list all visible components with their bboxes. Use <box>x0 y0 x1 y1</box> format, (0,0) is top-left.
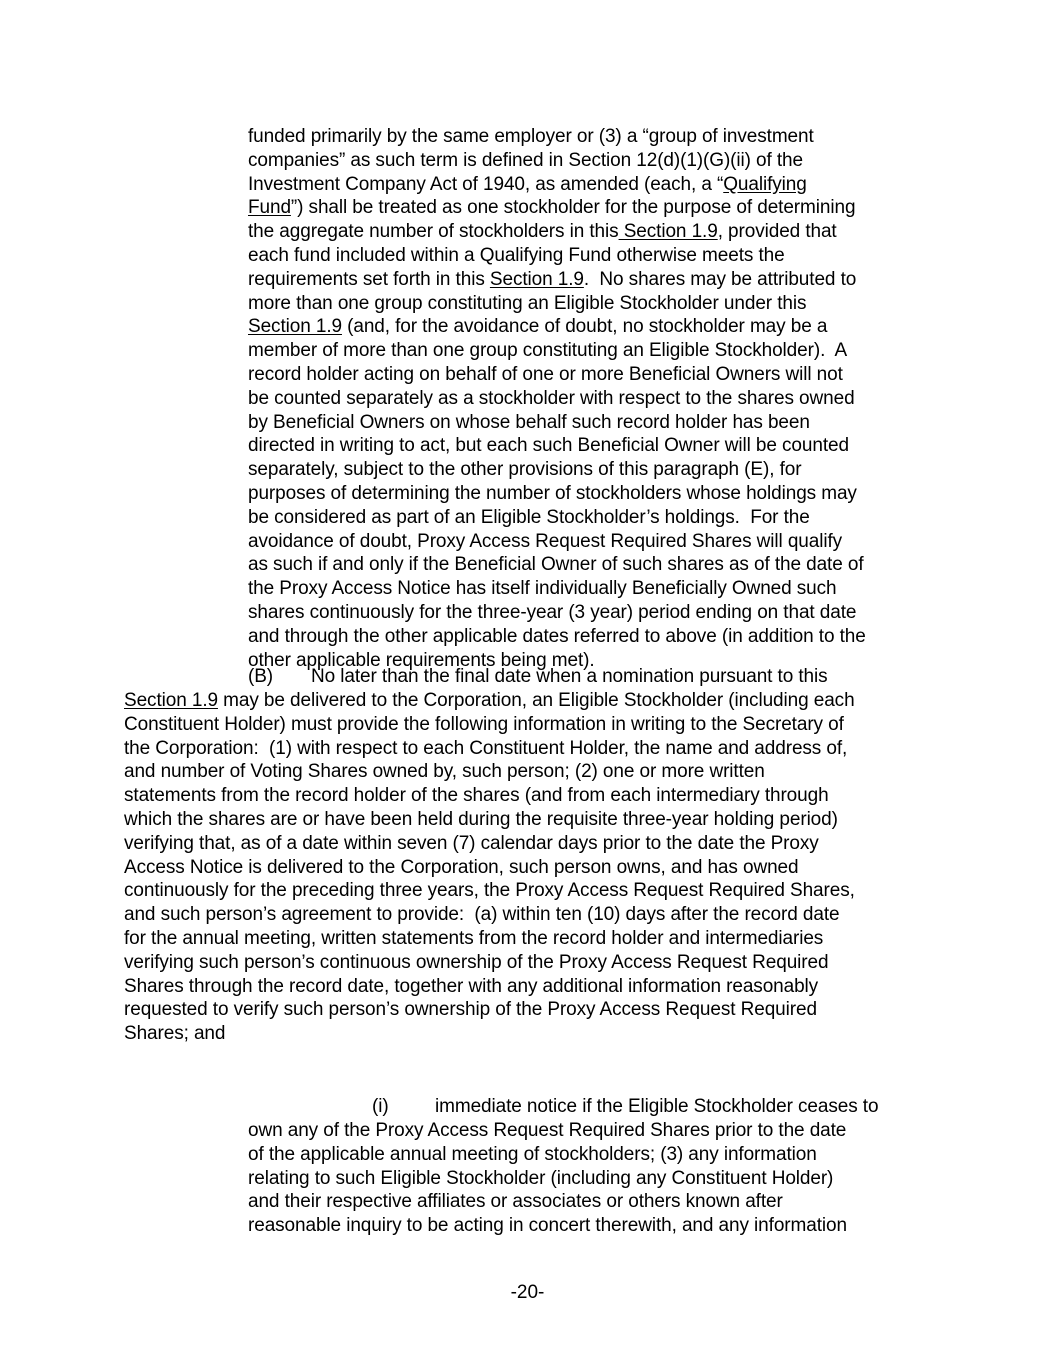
text-run: for the annual meeting, written statements from the record holder and intermediaries <box>124 927 824 949</box>
text-run: , provided that <box>717 221 837 243</box>
text-line <box>124 951 855 975</box>
text-line <box>248 1214 847 1238</box>
text-run: the Proxy Access Notice has itself individually Beneficially Owned such <box>248 578 837 600</box>
text-line <box>124 1022 855 1046</box>
text-run: funded primarily by the same employer or (3) a “group of investment <box>248 126 814 147</box>
text-run: record holder acting on behalf of one or more Beneficial Owners will not <box>248 363 843 385</box>
text-line <box>248 149 866 173</box>
text-line <box>248 292 866 316</box>
text-run: which the shares are or have been held during the requisite three-year holding period) <box>124 808 838 830</box>
text-line <box>124 856 855 880</box>
text-line <box>248 244 866 268</box>
text-run: and their respective affiliates or associates or others known after <box>248 1191 783 1213</box>
text-line <box>124 975 855 999</box>
section-reference: Section 1.9 <box>618 221 718 243</box>
text-run: and through the other applicable dates referred to above (in addition to the <box>248 625 866 647</box>
text-run: statements from the record holder of the shares (and from each intermediary through <box>124 785 829 807</box>
text-line <box>124 689 855 713</box>
text-run: Investment Company Act of 1940, as amended (each, a “ <box>248 173 724 195</box>
text-line <box>248 387 866 411</box>
text-run: of the applicable annual meeting of stockholders; (3) any information <box>248 1143 817 1165</box>
text-line <box>248 1143 847 1167</box>
text-run: the aggregate number of stockholders in this <box>248 221 619 243</box>
text-run: Access Notice is delivered to the Corporation, such person owns, and has owned <box>124 856 799 878</box>
text-line <box>248 577 866 601</box>
text-run: purposes of determining the number of stockholders whose holdings may <box>248 482 857 504</box>
text-run: member of more than one group constituting an Eligible Stockholder). A <box>248 340 848 362</box>
text-run: reasonable inquiry to be acting in concert therewith, and any information <box>248 1215 847 1237</box>
paragraph-b-marker: (B) <box>248 666 274 687</box>
text-run: by Beneficial Owners on whose behalf such record holder has been <box>248 411 810 433</box>
text-line <box>248 363 866 387</box>
text-line <box>124 879 855 903</box>
text-line <box>124 903 855 927</box>
text-run: may be delivered to the Corporation, an Eligible Stockholder (including each <box>217 690 855 711</box>
text-line <box>248 506 866 530</box>
paragraph-b-first-line: No later than the final date when a nomination pursuant to this <box>311 666 828 687</box>
text-run: each fund included within a Qualifying Fund otherwise meets the <box>248 244 785 266</box>
text-run: requirements set forth in this <box>248 268 490 290</box>
text-line <box>124 737 855 761</box>
text-run: be considered as part of an Eligible Stockholder’s holdings. For the <box>248 506 810 528</box>
paragraph-i-marker: (i) <box>372 1096 389 1117</box>
section-reference: Section 1.9 <box>489 268 584 290</box>
text-line <box>124 998 855 1022</box>
text-line <box>248 1190 847 1214</box>
text-run: requested to verify such person’s ownership of the Proxy Access Request Required <box>124 999 817 1021</box>
text-line <box>248 553 866 577</box>
text-run: own any of the Proxy Access Request Required Shares prior to the date <box>248 1120 847 1141</box>
text-run: Constituent Holder) must provide the following information in writing to the Secretary of <box>124 713 844 735</box>
text-line <box>248 125 866 149</box>
text-run: relating to such Eligible Stockholder (including any Constituent Holder) <box>248 1167 834 1189</box>
text-line <box>248 601 866 625</box>
paragraph-b <box>124 689 855 1046</box>
text-run: shares continuously for the three-year (3 year) period ending on that date <box>248 601 857 623</box>
text-line <box>248 339 866 363</box>
text-run: companies” as such term is defined in Section 12(d)(1)(G)(ii) of the <box>248 149 803 171</box>
text-run: and number of Voting Shares owned by, such person; (2) one or more written <box>124 761 765 783</box>
text-run: Shares through the record date, together with any additional information reasonably <box>124 975 819 997</box>
paragraph-i <box>248 1119 847 1238</box>
text-run: (and, for the avoidance of doubt, no stockholder may be a <box>341 316 828 338</box>
text-line <box>248 625 866 649</box>
text-run: other applicable requirements being met). <box>248 649 595 671</box>
section-reference: Section 1.9 <box>124 690 218 711</box>
section-reference: Fund <box>248 197 291 219</box>
text-run: and such person’s agreement to provide: (a) within ten (10) days after the record date <box>124 904 840 926</box>
text-line <box>248 530 866 554</box>
text-run: Shares; and <box>124 1023 226 1045</box>
section-reference: Qualifying <box>723 173 807 195</box>
text-run: continuously for the preceding three years, the Proxy Access Request Required Shares, <box>124 880 855 902</box>
text-line <box>248 268 866 292</box>
text-line <box>124 784 855 808</box>
text-line <box>124 832 855 856</box>
text-line <box>248 196 866 220</box>
section-reference: Section 1.9 <box>248 316 342 338</box>
text-run: ”) shall be treated as one stockholder for the purpose of determining <box>290 197 856 219</box>
text-run: directed in writing to act, but each such Beneficial Owner will be counted <box>248 435 849 457</box>
paragraph-i-first-line: immediate notice if the Eligible Stockholder ceases to <box>435 1096 879 1117</box>
paragraph-continuation <box>248 125 866 672</box>
text-run: as such if and only if the Beneficial Owner of such shares as of the date of <box>248 554 864 576</box>
text-line <box>248 1119 847 1143</box>
text-run: the Corporation: (1) with respect to each Constituent Holder, the name and address of, <box>124 737 848 759</box>
text-run: avoidance of doubt, Proxy Access Request Required Shares will qualify <box>248 530 843 552</box>
text-run: verifying such person’s continuous ownership of the Proxy Access Request Required <box>124 951 829 973</box>
text-run: . No shares may be attributed to <box>583 268 857 290</box>
text-line <box>248 482 866 506</box>
page-number: -20- <box>510 1282 545 1303</box>
text-run: separately, subject to the other provisions of this paragraph (E), for <box>248 459 802 481</box>
text-line <box>248 411 866 435</box>
text-line <box>248 1167 847 1191</box>
text-line <box>248 220 866 244</box>
text-line <box>248 315 866 339</box>
text-line <box>248 434 866 458</box>
text-line <box>124 927 855 951</box>
text-line <box>248 458 866 482</box>
text-line <box>248 173 866 197</box>
text-line <box>124 760 855 784</box>
text-line <box>124 808 855 832</box>
text-run: more than one group constituting an Eligible Stockholder under this <box>248 292 807 314</box>
text-run: be counted separately as a stockholder with respect to the shares owned <box>248 387 855 409</box>
text-line <box>124 713 855 737</box>
text-run: verifying that, as of a date within seven (7) calendar days prior to the date the Proxy <box>124 832 819 854</box>
